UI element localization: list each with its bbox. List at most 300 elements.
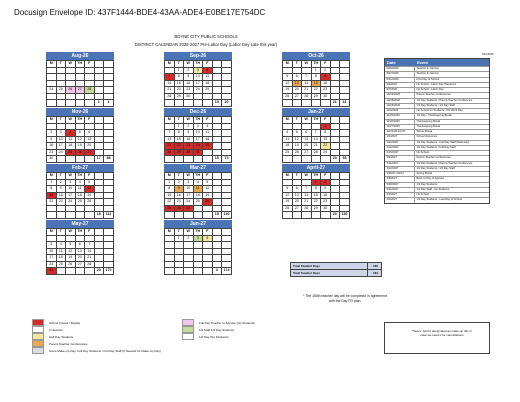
event-name: Thanksgiving Break: [416, 119, 441, 123]
day-cell: 18: [57, 255, 67, 262]
event-date: 3/11/2027: [385, 162, 415, 166]
event-name: Teacher In-Service: [416, 67, 439, 70]
teacher-day-note: * The 180th teacher day will be completed in agreement with the Day PD plan.: [303, 294, 387, 303]
weekday-header: T: [57, 229, 67, 236]
day-cell: 20: [76, 255, 86, 262]
day-cell: 15: [312, 81, 322, 88]
month-calendar: [164, 108, 232, 163]
day-cell: 4: [203, 124, 213, 131]
legend-label: 1/2 Staff 1/2 Day Students: [199, 327, 234, 332]
day-cell: 15: [165, 193, 175, 200]
day-cell: 16: [321, 81, 331, 88]
day-cell: 27: [302, 150, 312, 157]
day-cell: 21: [302, 87, 312, 94]
day-cell: 22: [312, 199, 322, 206]
day-cell: 4: [194, 180, 204, 187]
day-cell: 1: [175, 68, 185, 75]
event-date: 11/25/2026: [385, 114, 415, 118]
legend-item: [182, 326, 234, 333]
weekday-header: M: [283, 173, 293, 180]
day-cell: [66, 268, 76, 275]
day-cell: 19: [293, 143, 303, 150]
day-cell: [175, 100, 185, 107]
day-cell: 13: [293, 81, 303, 88]
legend-item: [32, 347, 161, 354]
day-cell: 26: [283, 206, 293, 213]
month-grid: [164, 60, 232, 107]
event-date: 10/15/2026: [385, 99, 415, 103]
day-cell: 27: [293, 94, 303, 101]
day-cell: 10: [194, 130, 204, 137]
day-cell: 11: [194, 186, 204, 193]
day-cell: 16: [47, 143, 57, 150]
day-cell: 26: [203, 199, 213, 206]
event-date: 8/31/2026: [385, 78, 415, 82]
event-date: 10/16/2026: [385, 104, 415, 108]
day-cell: 28: [302, 94, 312, 101]
month-title: Nov-26: [46, 108, 114, 116]
weekday-header: F: [203, 173, 213, 180]
event-date: 3/26/27-4/2/27: [385, 172, 415, 176]
day-cell: 13: [302, 137, 312, 144]
legend-item: [32, 340, 87, 347]
day-cell: 9: [57, 186, 67, 193]
day-count-cell: 19: [213, 100, 223, 107]
day-cell: 26: [85, 199, 95, 206]
weekday-header: TH: [312, 117, 322, 124]
day-cell: 16: [57, 193, 67, 200]
day-cell: 6: [293, 74, 303, 81]
weekday-header: F: [85, 61, 95, 68]
month-calendar: [164, 52, 232, 107]
event-name: Parent-Teacher Conferences: [416, 156, 451, 160]
day-cell: [203, 156, 213, 163]
day-cell: 12: [85, 186, 95, 193]
day-cell: 29: [321, 150, 331, 157]
weekday-header: M: [165, 117, 175, 124]
day-cell: [194, 212, 204, 219]
weekday-header: F: [85, 117, 95, 124]
day-count-cell: 20: [95, 268, 105, 275]
day-cell: 8: [175, 74, 185, 81]
day-cell: 22: [321, 143, 331, 150]
day-cell: 31: [184, 206, 194, 213]
month-grid: [164, 172, 232, 219]
event-name: 1/2 Day Students - Last Day of School: [416, 198, 463, 202]
weekday-header: M: [47, 117, 57, 124]
day-cell: 24: [47, 262, 57, 269]
day-cell: 2: [184, 124, 194, 131]
event-name: 1/2 Day - Thanksgiving Break: [416, 114, 452, 118]
day-cell: [283, 212, 293, 219]
day-cell: 17: [184, 193, 194, 200]
day-cell: 15: [321, 137, 331, 144]
event-date: 3/9/2027: [385, 156, 415, 160]
event-date: 9/7/2026: [385, 88, 415, 92]
event-name: Parent-Teacher Conferences: [416, 93, 451, 97]
day-count-cell: 73: [222, 156, 232, 163]
day-cell: 11: [76, 186, 86, 193]
event-name: 1/2 Day Students / Parent-Teacher Conference: [416, 161, 473, 165]
day-cell: 23: [57, 199, 67, 206]
legend-swatch: [32, 326, 44, 333]
event-row: [385, 155, 489, 160]
day-cell: 20: [85, 143, 95, 150]
month-title: April-27: [282, 164, 350, 172]
day-cell: 19: [283, 199, 293, 206]
day-cell: 2: [47, 130, 57, 137]
event-date: 2/12/2027: [385, 146, 415, 150]
event-row: [385, 129, 489, 134]
day-cell: 29: [175, 150, 185, 157]
event-row: [385, 134, 489, 139]
event-name: No School: [416, 151, 429, 154]
day-cell: 12: [66, 249, 76, 256]
day-cell: 7: [85, 242, 95, 249]
month-title: Jun-27: [164, 220, 232, 228]
legend-label: Snow Make-Up Day: Full Day Students / Full Day Staff (If Needed for Make-Up Day): [49, 348, 161, 353]
month-calendar: [164, 220, 232, 275]
day-cell: 28: [165, 94, 175, 101]
event-date: 2/15/2027: [385, 151, 415, 155]
day-cell: 11: [203, 130, 213, 137]
day-count-cell: 4: [213, 268, 223, 275]
event-row: [385, 176, 489, 181]
day-cell: 18: [194, 193, 204, 200]
day-cell: 22: [175, 143, 185, 150]
day-cell: 25: [283, 150, 293, 157]
day-count-cell: 18: [95, 212, 105, 219]
day-cell: [283, 156, 293, 163]
legend: [32, 319, 380, 355]
day-cell: [165, 156, 175, 163]
legend-swatch: [32, 340, 44, 347]
day-cell: [47, 212, 57, 219]
weekday-header: T: [57, 117, 67, 124]
event-date: 4/5/2027: [385, 177, 415, 181]
day-cell: [302, 100, 312, 107]
day-cell: 7: [302, 186, 312, 193]
day-cell: 29: [175, 94, 185, 101]
day-cell: 30: [321, 94, 331, 101]
event-name: School Resumes: [416, 135, 437, 139]
day-cell: 21: [312, 143, 322, 150]
event-row: [385, 145, 489, 150]
day-cell: 16: [175, 193, 185, 200]
event-name: 1/2 Day Students / Full Day Staff: [416, 145, 456, 149]
legend-swatch: [32, 319, 44, 326]
event-row: [385, 161, 489, 166]
legend-label: In Session: [49, 327, 64, 332]
event-name: Spring Break: [416, 172, 433, 175]
day-cell: 7: [165, 130, 175, 137]
legend-swatch: [182, 319, 194, 326]
day-cell: 7: [165, 74, 175, 81]
month-title: Sep-26: [164, 52, 232, 60]
day-cell: [57, 268, 67, 275]
month-grid: [46, 228, 114, 275]
day-cell: [175, 268, 185, 275]
legend-label: Parent-Teacher Conferences: [49, 341, 88, 346]
day-cell: 5: [66, 242, 76, 249]
weekday-header: T: [57, 61, 67, 68]
day-cell: [321, 156, 331, 163]
docusign-envelope-id: Docusign Envelope ID: 437F1444-BDE4-43AA-ADE4-E0BE17E754DC: [14, 8, 266, 17]
event-name: 1/2 Day Students / 1/2 Day Staff: [416, 103, 455, 107]
day-cell: 31: [47, 268, 57, 275]
weekday-header: W: [184, 117, 194, 124]
events-table: [384, 58, 490, 204]
day-cell: 24: [194, 87, 204, 94]
weekday-header: TH: [76, 173, 86, 180]
day-cell: 10: [184, 186, 194, 193]
day-cell: [85, 212, 95, 219]
day-cell: 17: [57, 143, 67, 150]
event-date: 12/21/26-1/1/27: [385, 130, 415, 134]
weekday-header: F: [203, 61, 213, 68]
legend-swatch: [182, 326, 194, 333]
weekday-header: M: [47, 229, 57, 236]
day-cell: 7: [302, 74, 312, 81]
weekday-header: TH: [312, 61, 322, 68]
day-cell: 4: [76, 180, 86, 187]
day-cell: 19: [76, 143, 86, 150]
day-cell: [85, 268, 95, 275]
event-date: 8/26/2026: [385, 67, 415, 71]
day-cell: [76, 212, 86, 219]
weekday-header: M: [47, 173, 57, 180]
day-cell: 5: [85, 180, 95, 187]
day-cell: 9: [321, 186, 331, 193]
day-cell: 2: [57, 180, 67, 187]
event-row: [385, 187, 489, 192]
day-cell: 15: [47, 193, 57, 200]
day-cell: 5: [293, 130, 303, 137]
day-cell: 18: [203, 81, 213, 88]
event-date: 10/13/2026: [385, 93, 415, 97]
day-cell: 26: [76, 150, 86, 157]
event-row: [385, 108, 489, 113]
month-calendar: [164, 164, 232, 219]
day-cell: 1: [312, 180, 322, 187]
day-cell: 14: [302, 193, 312, 200]
day-cell: 23: [184, 87, 194, 94]
weekday-header: W: [66, 61, 76, 68]
day-cell: 12: [76, 137, 86, 144]
weekday-header: T: [293, 173, 303, 180]
weekday-header: W: [302, 61, 312, 68]
events-header-event: Event: [417, 60, 428, 65]
legend-item: [32, 319, 80, 326]
month-title: May-27: [46, 220, 114, 228]
day-cell: 4: [203, 236, 213, 243]
events-header: [385, 59, 489, 66]
event-name: 1/2 Day Students / Parent-Teacher Conference: [416, 98, 473, 102]
total-student-days-label: Total Student Days: [293, 264, 320, 268]
event-date: 11/26/2026: [385, 120, 415, 124]
day-cell: 18: [76, 193, 86, 200]
day-count-cell: 1: [104, 100, 114, 107]
day-cell: 19: [203, 193, 213, 200]
day-count-cell: 1: [95, 100, 105, 107]
day-cell: 19: [283, 87, 293, 94]
weekday-header: T: [175, 61, 185, 68]
day-cell: 22: [312, 87, 322, 94]
day-count-cell: 20: [331, 156, 341, 163]
events-body: [385, 66, 489, 203]
district-name: BOYNE CITY PUBLIC SCHOOLS: [174, 34, 238, 39]
event-name: 1/2 Day Students - Full Day Staff (Data Day): [416, 140, 470, 144]
day-cell: [302, 156, 312, 163]
weekday-header: TH: [194, 173, 204, 180]
weekday-header: T: [57, 173, 67, 180]
month-grid: [282, 172, 350, 219]
day-cell: 22: [165, 199, 175, 206]
event-name: No School - Labor Day Weekend: [416, 82, 456, 86]
day-cell: 10: [194, 74, 204, 81]
day-cell: 8: [312, 74, 322, 81]
day-cell: 8: [165, 186, 175, 193]
day-cell: [312, 212, 322, 219]
event-row: [385, 77, 489, 82]
day-cell: 6: [302, 130, 312, 137]
event-row: [385, 113, 489, 118]
day-cell: [184, 100, 194, 107]
day-cell: 2: [321, 180, 331, 187]
day-cell: 3: [57, 130, 67, 137]
day-cell: 24: [57, 150, 67, 157]
legend-swatch: [32, 347, 44, 354]
revision-date: 01/16/26: [482, 52, 494, 56]
event-row: [385, 66, 489, 71]
day-cell: 23: [184, 143, 194, 150]
day-count-cell: 170: [104, 268, 114, 275]
day-cell: 10: [57, 137, 67, 144]
day-cell: 16: [184, 81, 194, 88]
day-cell: 29: [312, 94, 322, 101]
month-grid: [282, 116, 350, 163]
day-cell: [321, 100, 331, 107]
day-cell: 14: [312, 137, 322, 144]
event-row: [385, 192, 489, 197]
day-cell: 26: [66, 87, 76, 94]
day-cell: [293, 100, 303, 107]
weekday-header: W: [302, 117, 312, 124]
weekday-header: T: [293, 61, 303, 68]
event-name: Thanksgiving Break: [416, 124, 441, 128]
day-cell: [175, 156, 185, 163]
day-cell: [66, 212, 76, 219]
weekday-header: TH: [194, 229, 204, 236]
day-cell: 13: [85, 137, 95, 144]
day-cell: 11: [283, 137, 293, 144]
day-cell: 24: [184, 199, 194, 206]
month-grid: [46, 60, 114, 107]
day-cell: 2: [321, 68, 331, 75]
day-cell: 16: [184, 137, 194, 144]
month-grid: [46, 172, 114, 219]
event-name: 1/2 Day Staff - No Students: [416, 187, 450, 191]
day-cell: 1: [321, 124, 331, 131]
day-count-cell: 93: [340, 156, 350, 163]
weekday-header: W: [184, 61, 194, 68]
day-cell: 27: [85, 150, 95, 157]
day-cell: 19: [85, 193, 95, 200]
month-calendar: [46, 164, 114, 219]
calendar-sheet: [32, 34, 494, 364]
day-cell: 12: [283, 81, 293, 88]
event-name: 1/2 Day Students: [416, 182, 438, 186]
event-row: [385, 197, 489, 202]
event-date: 6/4/2027: [385, 198, 415, 202]
event-date: 9/4/2026: [385, 83, 415, 87]
day-cell: [175, 212, 185, 219]
month-grid: [282, 60, 350, 107]
day-cell: 29: [312, 206, 322, 213]
legend-item: [32, 333, 73, 340]
day-cell: 7: [312, 130, 322, 137]
day-cell: [184, 156, 194, 163]
day-count-cell: 15: [213, 156, 223, 163]
weekday-header: M: [165, 61, 175, 68]
event-name: 1/2 Day Students / 1/2 Day Staff: [416, 166, 455, 170]
day-cell: 16: [321, 193, 331, 200]
day-cell: 8: [312, 186, 322, 193]
weekday-header: W: [302, 173, 312, 180]
day-cell: 25: [194, 199, 204, 206]
day-cell: 23: [321, 199, 331, 206]
month-grid: [46, 116, 114, 163]
event-row: [385, 124, 489, 129]
day-cell: 24: [66, 199, 76, 206]
day-cell: 20: [293, 87, 303, 94]
day-cell: 25: [66, 150, 76, 157]
day-cell: 22: [175, 87, 185, 94]
weekday-header: F: [321, 173, 331, 180]
day-count-cell: 20: [222, 100, 232, 107]
event-date: 3/12/2027: [385, 167, 415, 171]
weekday-header: F: [203, 117, 213, 124]
event-name: No School: [416, 193, 429, 196]
weekday-header: W: [184, 173, 194, 180]
weekday-header: W: [66, 117, 76, 124]
day-cell: [184, 212, 194, 219]
day-cell: 9: [321, 74, 331, 81]
day-cell: 30: [184, 94, 194, 101]
day-cell: 17: [66, 193, 76, 200]
month-calendar: [282, 164, 350, 219]
events-header-date: Date: [387, 60, 396, 65]
day-cell: 21: [165, 87, 175, 94]
weekday-header: W: [184, 229, 194, 236]
day-cell: 25: [57, 87, 67, 94]
day-cell: [293, 212, 303, 219]
day-cell: 21: [302, 199, 312, 206]
day-cell: 4: [57, 242, 67, 249]
day-cell: 26: [293, 150, 303, 157]
total-student-days-value: 180: [367, 263, 381, 269]
weekday-header: T: [175, 173, 185, 180]
day-cell: 9: [184, 74, 194, 81]
day-cell: 13: [76, 249, 86, 256]
day-cell: 14: [302, 81, 312, 88]
event-row: [385, 182, 489, 187]
month-calendar: [46, 108, 114, 163]
day-cell: [57, 100, 67, 107]
weekday-header: W: [66, 229, 76, 236]
day-cell: [165, 268, 175, 275]
total-teacher-days-label: Total Teacher Days: [293, 271, 321, 275]
